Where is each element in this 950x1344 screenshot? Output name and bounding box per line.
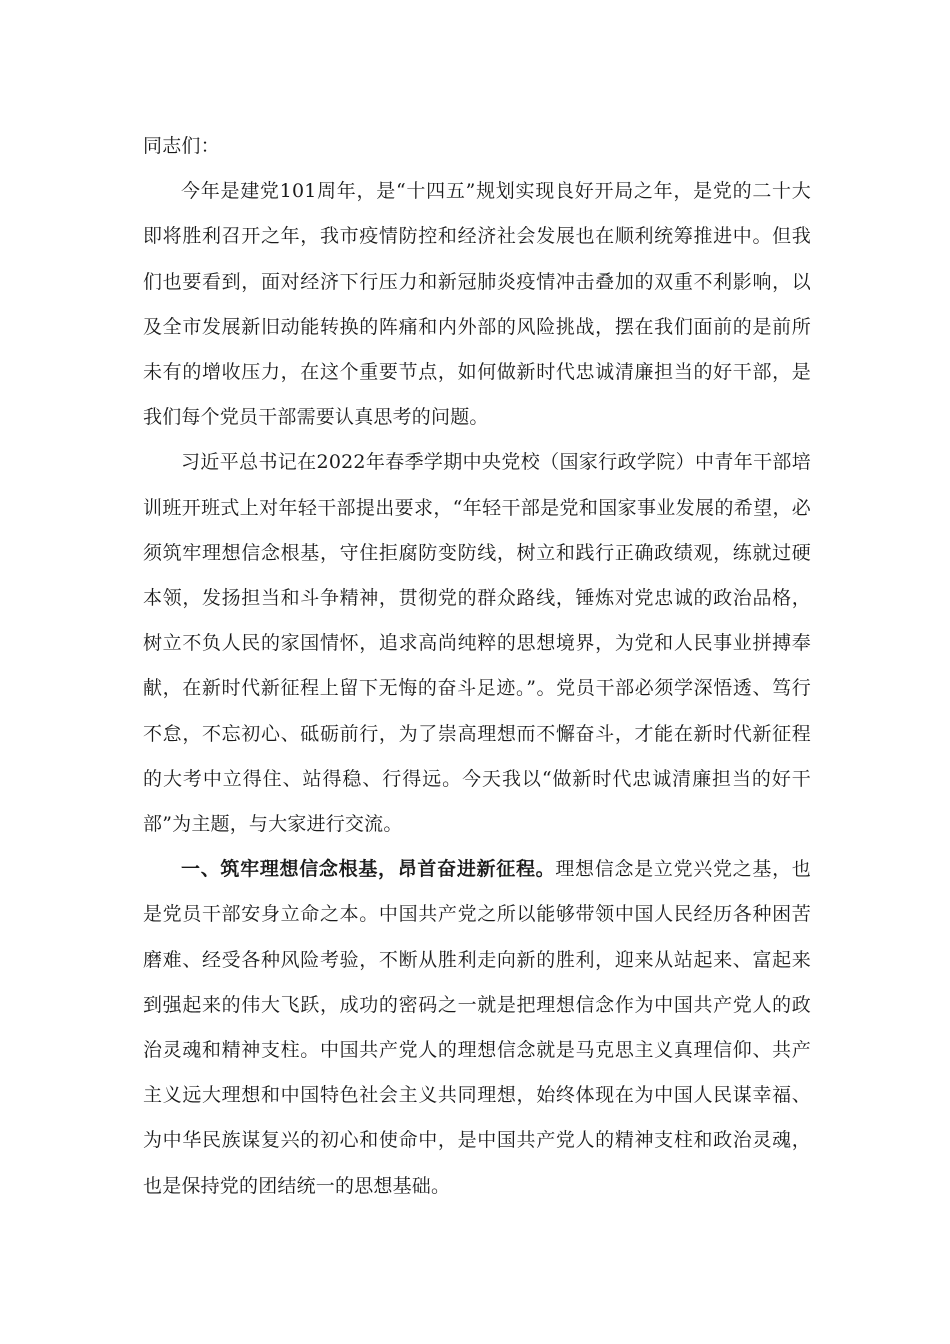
paragraph-intro (143, 169, 811, 440)
section-heading: 一、筑牢理想信念根基，昂首奋进新征程。 (181, 858, 556, 881)
paragraph-quote-text: 习近平总书记在2022年春季学期中央党校（国家行政学院）中青年干部培训班开班式上对年轻干部提出要求，“年轻干部是党和国家事业发展的希望，必须筑牢理想信念根基，守住拒腐防变防线，树立和践行正确政绩观，练就过硬本领，发扬担当和斗争精神，贯彻党的群众路线，锤炼对党忠诚的政治品格，树立不负人民的家国情怀，追求高尚纯粹的思想境界，为党和人民事业拼搏奉献，在新时代新征程上留下无悔的奋斗足迹。”。党员干部必须学深悟透、笃行不怠，不忘初心、砥砺前行，为了崇高理想而不懈奋斗，才能在新时代新征程的大考中立得住、站得稳、行得远。今天我以“做新时代忠诚清廉担当的好干部”为主题，与大家进行交流。 (143, 451, 811, 836)
paragraph-quote (143, 440, 811, 847)
paragraph-section-one-text: 理想信念是立党兴党之基，也是党员干部安身立命之本。中国共产党之所以能够带领中国人民经历各种困苦磨难、经受各种风险考验，不断从胜利走向新的胜利，迎来从站起来、富起来到强起来的伟大飞跃，成功的密码之一就是把理想信念作为中国共产党人的政治灵魂和精神支柱。中国共产党人的理想信念就是马克思主义真理信仰、共产主义远大理想和中国特色社会主义共同理想，始终体现在为中国人民谋幸福、为中华民族谋复兴的初心和使命中，是中国共产党人的精神支柱和政治灵魂，也是保持党的团结统一的思想基础。 (143, 858, 811, 1197)
document-page (143, 124, 811, 1209)
paragraph-section-one (143, 847, 811, 1209)
salutation: 同志们： (143, 135, 220, 157)
paragraph-intro-text: 今年是建党101周年，是“十四五”规划实现良好开局之年，是党的二十大即将胜利召开之年，我市疫情防控和经济社会发展也在顺利统筹推进中。但我们也要看到，面对经济下行压力和新冠肺炎疫情冲击叠加的双重不利影响，以及全市发展新旧动能转换的阵痛和内外部的风险挑战，摆在我们面前的是前所未有的增收压力，在这个重要节点，如何做新时代忠诚清廉担当的好干部，是我们每个党员干部需要认真思考的问题。 (143, 180, 811, 429)
